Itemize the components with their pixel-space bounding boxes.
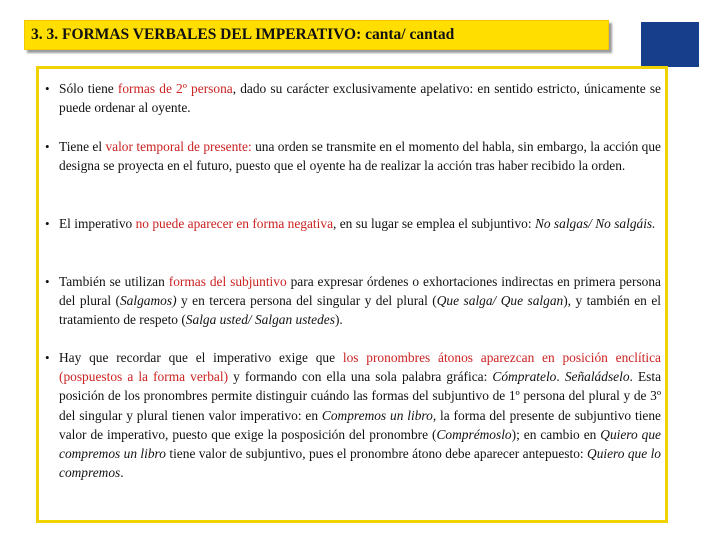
bullet-text — [59, 139, 661, 173]
bullet-marker: • — [45, 81, 50, 96]
text-segment: También se utilizan — [59, 274, 169, 289]
italic-example: Salga usted/ Salgan ustedes — [185, 312, 335, 328]
highlighted-text: formas del subjuntivo — [168, 274, 287, 289]
bullet-text — [59, 350, 661, 480]
bullet-item-3 — [45, 214, 661, 233]
bullet-marker: • — [45, 216, 50, 231]
highlighted-text: formas de 2º persona — [117, 81, 233, 96]
italic-example: Compremos un libro — [321, 407, 433, 423]
blue-decor-square — [641, 22, 699, 67]
bullet-item-4 — [45, 272, 661, 330]
highlighted-text: los pronombres átonos aparezcan en posición enclítica (pospuestos a la forma verbal) — [59, 350, 661, 385]
text-segment: . — [556, 369, 565, 385]
bullet-item-1 — [45, 79, 661, 117]
italic-example: No salgas/ No salgáis. — [534, 216, 656, 231]
text-segment: y en tercera persona del singular y del plural ( — [176, 293, 437, 309]
bullet-item-5 — [45, 348, 662, 482]
bullet-marker: • — [45, 350, 50, 365]
title-bar — [24, 20, 609, 50]
text-segment: , dado su carácter exclusivamente apelativo: en sentido estricto, únicamente se puede ordenar al oyente. — [59, 81, 661, 116]
bullet-marker: • — [45, 274, 50, 289]
text-segment: ), y también en el tratamiento de respeto ( — [59, 293, 661, 328]
italic-example: Salgamos) — [119, 293, 177, 309]
text-segment: para expresar órdenes o exhortaciones indirectas en primera persona del plural ( — [59, 274, 661, 309]
text-segment: tiene valor de subjuntivo, pues el pronombre átono debe aparecer antepuesto: — [165, 446, 588, 462]
italic-example: Quiero que compremos un libro — [59, 426, 661, 462]
text-segment: Hay que recordar que el imperativo exige que — [59, 350, 343, 365]
text-segment: , en su lugar se emplea el subjuntivo: — [333, 216, 535, 231]
text-segment: una orden se transmite en el momento del habla, sin embargo, la acción que designa se proyecta en el futuro, puesto que el oyente ha de realizar la acción tras haber recibido la orden. — [59, 139, 661, 174]
content-box — [36, 66, 668, 523]
italic-example: Señaládselo — [564, 369, 630, 385]
text-segment: ). — [334, 312, 343, 328]
text-segment: Tiene el — [59, 139, 106, 154]
italic-example: Que salga/ Que salgan — [436, 293, 564, 309]
text-segment: ); en cambio en — [511, 426, 601, 442]
bullet-text — [59, 274, 661, 327]
highlighted-text: valor temporal de presente: — [105, 139, 252, 154]
text-segment: y formando con ella una sola palabra gráfica: — [228, 369, 493, 385]
italic-example: Cómpratelo — [492, 369, 557, 385]
text-segment: , la forma del presente de subjuntivo tiene valor de imperativo, puesto que exige la posposición del pronombre ( — [59, 407, 661, 442]
bullet-item-2 — [45, 137, 661, 175]
text-segment: . Esta posición de los pronombres permite distinguir cuándo las formas del subjuntivo de 1º persona del plural y de 3º del singular y plural tienen valor imperativo: en — [59, 369, 662, 423]
bullet-marker: • — [45, 139, 50, 154]
text-segment: . — [120, 465, 124, 481]
italic-example: Quiero que lo compremos — [59, 446, 662, 481]
text-segment: Sólo tiene — [59, 81, 118, 96]
slide-title: 3. 3. FORMAS VERBALES DEL IMPERATIVO: canta/ cantad — [31, 26, 455, 43]
italic-example: Comprémoslo — [436, 426, 512, 442]
bullet-text — [59, 216, 656, 231]
highlighted-text: no puede aparecer en forma negativa — [135, 216, 334, 231]
bullet-text — [59, 81, 661, 115]
text-segment: El imperativo — [59, 216, 136, 231]
